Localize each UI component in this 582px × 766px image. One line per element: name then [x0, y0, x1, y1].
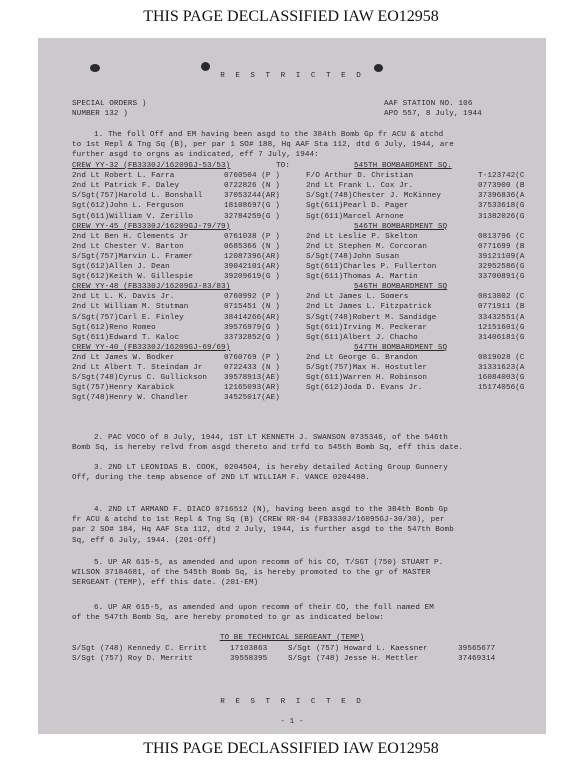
crew-member-name: 2nd Lt William M. Stutman	[72, 303, 189, 312]
crew-member-name: Sgt(611)Charles P. Fullerton	[306, 263, 437, 271]
crew-member-name: S/Sgt(757)Harold L. Bonshall	[72, 192, 203, 201]
squadron-header: 545TH BOMBARDMENT SQ.	[354, 162, 452, 170]
crew-member-serial: 33700891(G	[478, 273, 525, 282]
crew-member-serial: 39121109(A	[478, 252, 525, 261]
special-orders-label: SPECIAL ORDERS )	[72, 100, 147, 108]
crew-member-name: Sgt(612)Keith W. Gillespie	[72, 273, 194, 282]
crew-member-serial: 12087396(AR)	[224, 252, 280, 261]
crew-member-serial: 31382026(G	[478, 212, 525, 221]
promoted-name: S/Sgt (757) Howard L. Kaessner	[288, 645, 428, 653]
crew-member-serial: 37396836(A	[478, 192, 525, 201]
to-label: TO:	[276, 162, 290, 170]
crew-member-serial: 12165093(AR)	[224, 384, 280, 393]
paragraph-line: fr ACU & atchd to 1st Repl & Tng Sq (B) (CREW RR-94 (FB3330J/16095GJ-30/30), per	[72, 516, 445, 525]
crew-member-name: 2nd Lt James L. Somers	[306, 293, 409, 302]
crew-member-name: F/O Arthur D. Christian	[306, 172, 414, 181]
squadron-header: 546TH BOMBARDMENT SQ	[354, 283, 448, 292]
squadron-header: 546TH BOMBARDMENT SQ	[354, 222, 448, 231]
punch-hole-mark	[374, 64, 383, 72]
crew-header: CREW YY-48 (FB3330J/16209GJ-83/83)	[72, 283, 231, 292]
promoted-name: S/Sgt (748) Kennedy C. Erritt	[72, 645, 208, 653]
paragraph-line: 5. UP AR 615-5, as amended and upon recomm of his CO, T/SGT (750) STUART P.	[94, 559, 444, 567]
crew-member-serial: 12151601(G	[478, 323, 525, 332]
crew-member-name: Sgt(612)Reno Romeo	[72, 323, 156, 332]
crew-member-serial: 31331623(A	[478, 364, 525, 372]
crew-member-name: Sgt(611)Albert J. Chacho	[306, 333, 418, 342]
crew-member-name: 2nd Lt Leslie P. Skelton	[306, 232, 418, 241]
crew-member-name: Sgt(612)Joda D. Evans Jr.	[306, 384, 423, 393]
crew-member-name: 2nd Lt James L. Fitzpatrick	[306, 303, 432, 312]
paragraph-line: of the 547th Bomb Sq, are hereby promoted to gr as indicated below:	[72, 614, 385, 623]
crew-member-name: 2nd Lt Stephen M. Corcoran	[306, 242, 428, 251]
crew-member-name: 2nd Lt Robert L. Farra	[72, 172, 175, 181]
paragraph-line: 4. 2ND LT ARMAND F. DIACO 0716512 (N), having been asgd to the 384th Bomb Gp	[94, 506, 448, 514]
crew-member-serial: 0715451 (N )	[224, 303, 280, 312]
crew-member-serial: 0773900 (B	[478, 182, 525, 191]
crew-member-serial: 0761038 (P )	[224, 232, 280, 241]
crew-member-serial: 31406181(G	[478, 333, 525, 342]
promotion-heading: TO BE TECHNICAL SERGEANT (TEMP)	[219, 634, 365, 642]
crew-member-name: Sgt(611)Pearl D. Pager	[306, 202, 409, 211]
crew-member-name: Sgt(611)Irving M. Peckerar	[306, 323, 428, 332]
paragraph-line: Sq, eff 6 July, 1944. (201-Off)	[72, 536, 217, 545]
crew-member-serial: 39578913(AE)	[224, 374, 280, 383]
crew-member-name: S/Sgt(748)John Susan	[306, 252, 400, 261]
crew-member-serial: 38414266(AR)	[224, 313, 280, 322]
declassified-banner-bottom: THIS PAGE DECLASSIFIED IAW EO12958	[143, 740, 439, 757]
paragraph-line: WILSON 37184681, of the 545th Bomb Sq, is hereby promoted to the gr of MASTER	[72, 569, 431, 578]
paragraph-line: 2. PAC VOCO of 8 July, 1944, 1ST LT KENNETH J. SWANSON 0735346, of the 546th	[94, 434, 448, 442]
crew-member-serial: 15174056(G	[478, 384, 525, 393]
crew-header: CREW YY-32 (FB3330J/16209GJ-53/53)	[72, 162, 231, 170]
restricted-footer: R E S T R I C T E D	[220, 698, 364, 706]
paragraph-line: SERGEANT (TEMP), eff this date. (201-EM)	[72, 579, 259, 588]
crew-member-serial: 34525017(AE)	[224, 394, 280, 403]
crew-member-serial: 0813802 (C	[478, 293, 525, 302]
paragraph-line: to 1st Repl & Tng Sq (B), per par 1 SO# 188, Hq AAF Sta 112, dtd 6 July, 1944, are	[72, 141, 454, 150]
crew-member-serial: 0760992 (P )	[224, 293, 280, 302]
crew-member-name: Sgt(612)John L. Ferguson	[72, 202, 184, 211]
crew-member-serial: 39042101(AR)	[224, 263, 280, 271]
crew-member-name: S/Sgt(757)Max H. Hostutler	[306, 364, 428, 372]
crew-member-serial: 37053244(AR)	[224, 192, 280, 201]
crew-member-name: Sgt(757)Henry Karabick	[72, 384, 175, 393]
crew-member-serial: 0760769 (P )	[224, 353, 280, 362]
crew-member-name: 2nd Lt L. K. Davis Jr.	[72, 293, 175, 302]
crew-member-name: Sgt(748)Henry W. Chandler	[72, 394, 189, 403]
station-label: AAF STATION NO. 106	[384, 100, 473, 108]
punch-hole-mark	[201, 62, 210, 71]
crew-member-serial: 0722433 (N )	[224, 364, 280, 372]
promoted-name: S/Sgt (748) Jesse H. Mettler	[288, 655, 419, 664]
page-number: - 1 -	[280, 718, 304, 726]
crew-member-name: 2nd Lt Patrick F. Daley	[72, 182, 180, 191]
crew-member-serial: 0771911 (B	[478, 303, 525, 312]
restricted-header: R E S T R I C T E D	[220, 72, 364, 80]
crew-member-name: 2nd Lt James W. Bodker	[72, 353, 175, 362]
crew-member-serial: 0819028 (C	[478, 353, 525, 362]
apo-date: APO 557, 8 July, 1944	[384, 110, 482, 118]
paragraph-line: 1. The foll Off and EM having been asgd to the 384th Bomb Gp fr ACU & atchd	[94, 131, 444, 139]
crew-header: CREW YY-40 (FB3330J/16209GJ-69/69)	[72, 343, 231, 352]
promoted-name: S/Sgt (757) Roy D. Merritt	[72, 655, 194, 664]
declassified-banner-top: THIS PAGE DECLASSIFIED IAW EO12958	[143, 8, 439, 25]
crew-member-name: 2nd Lt Albert T. Steindam Jr	[72, 364, 203, 372]
crew-member-serial: 16084003(G	[478, 374, 525, 383]
paragraph-line: Bomb Sq, is hereby relvd from asgd thereto and trfd to 545th Bomb Sq, eff this date.	[72, 444, 464, 453]
crew-header: CREW YY-45 (FB3330J/16209GJ-79/79)	[72, 222, 231, 231]
crew-member-serial: 39209619(G )	[224, 273, 280, 282]
crew-member-name: S/Sgt(748)Chester J. McKinney	[306, 192, 442, 201]
paragraph-line: 3. 2ND LT LEONIDAS B. COOK, 0204504, is hereby detailed Acting Group Gunnery	[94, 464, 448, 472]
crew-member-name: 2nd Lt Frank L. Cox Jr.	[306, 182, 414, 191]
crew-member-name: Sgt(611)Marcel Arnone	[306, 212, 404, 221]
order-number: NUMBER 132 )	[72, 110, 128, 118]
crew-member-serial: 37533618(G	[478, 202, 525, 211]
crew-member-name: Sgt(611)William V. Zerillo	[72, 212, 194, 221]
crew-member-name: Sgt(611)Edward T. Kaloc	[72, 333, 180, 342]
crew-member-serial: 0722826 (N )	[224, 182, 280, 191]
squadron-header: 547TH BOMBARDMENT SQ	[354, 343, 448, 352]
crew-member-name: S/Sgt(748)Robert M. Sandidge	[306, 313, 437, 322]
crew-member-name: Sgt(611)Warren H. Robinson	[306, 374, 428, 383]
crew-member-serial: 18108697(G )	[224, 202, 280, 211]
paragraph-line: further asgd to orgns as indicated, eff 7 July, 1944:	[72, 151, 319, 160]
promoted-serial: 37469314	[458, 655, 496, 664]
crew-member-name: S/Sgt(757)Carl E. Finley	[72, 313, 184, 322]
promoted-serial: 39558395	[230, 655, 268, 664]
crew-member-serial: 32784259(G )	[224, 212, 280, 221]
crew-member-serial: 32952586(G	[478, 263, 525, 271]
crew-member-name: 2nd Lt Ben H. Clements Jr	[72, 232, 189, 241]
paragraph-line: par 2 SO# 184, Hq AAF Sta 112, dtd 2 July, 1944, is further asgd to the 547th Bomb	[72, 526, 454, 535]
crew-member-serial: 0685366 (N )	[224, 242, 280, 251]
punch-hole-mark	[90, 64, 100, 72]
crew-member-serial: 39576979(G )	[224, 323, 280, 332]
crew-member-serial: 33732852(G )	[224, 333, 280, 342]
paragraph-line: 6. UP AR 615-5, as amended and upon recomm of their CO, the foll named EM	[94, 604, 434, 612]
promoted-serial: 17103863	[230, 645, 268, 653]
crew-member-serial: 0760504 (P )	[224, 172, 280, 181]
crew-member-serial: T-123742(C	[478, 172, 525, 181]
paragraph-line: Off, during the temp absence of 2ND LT WILLIAM F. VANCE 0204498.	[72, 474, 371, 483]
promoted-serial: 39565677	[458, 645, 496, 653]
crew-member-name: 2nd Lt Chester V. Barton	[72, 242, 184, 251]
crew-member-name: Sgt(612)Allen J. Dean	[72, 263, 170, 271]
crew-member-name: S/Sgt(757)Marvin L. Framer	[72, 252, 194, 261]
document-page	[38, 38, 546, 734]
crew-member-name: 2nd Lt George G. Brandon	[306, 353, 418, 362]
crew-member-name: S/Sgt(748)Cyrus C. Gullickson	[72, 374, 208, 383]
crew-member-name: Sgt(611)Thomas A. Martin	[306, 273, 418, 282]
crew-member-serial: 0771699 (B	[478, 242, 525, 251]
crew-member-serial: 33432551(A	[478, 313, 525, 322]
crew-member-serial: 0813796 (C	[478, 232, 525, 241]
